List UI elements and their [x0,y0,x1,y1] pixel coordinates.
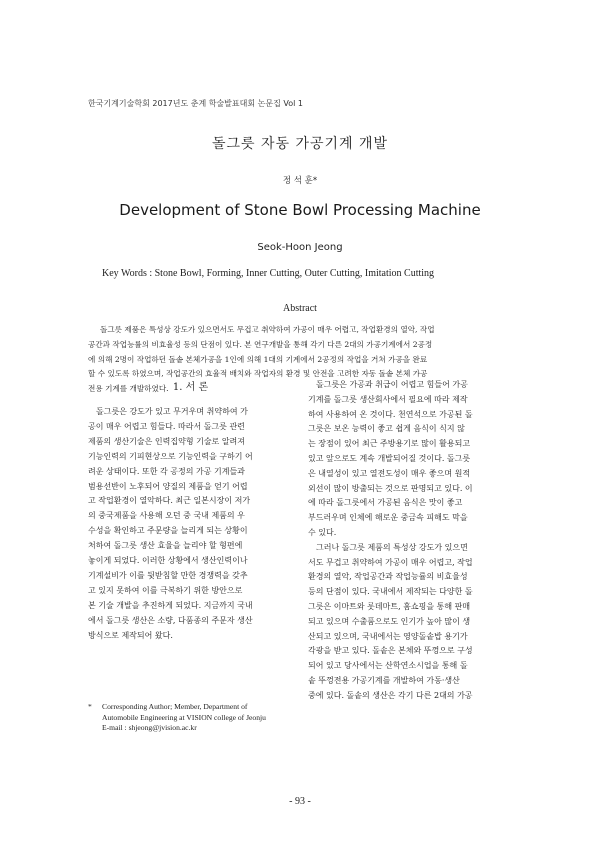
right-column-text [308,378,516,704]
footnote-mark: * [88,702,92,711]
body-line: 하여 사용하여 온 것이다. 천연석으로 가공된 돌 [308,409,473,419]
author-english: Seok-Hoon Jeong [257,242,343,253]
body-line: 방식으로 제작되어 왔다. [88,630,173,640]
footnote-line: E-mail : shjeong@jvision.ac.kr [102,723,197,732]
title-korean: 돌그릇 자동 가공기계 개발 [211,136,389,152]
author-korean: 정 석 훈* [282,176,318,186]
body-line: 등의 단점이 있다. 국내에서 제작되는 다양한 돌 [308,587,473,597]
body-line: 공이 매우 어렵고 힘들다. 따라서 돌그릇 관련 [88,421,245,431]
body-line: 수성을 확인하고 주문량을 늘리게 되는 상황이 [88,526,248,536]
body-line: 에 따라 돌그릇에서 가공된 음식은 맛이 좋고 [308,498,463,508]
abstract-line: 공간과 작업능률의 비효율성 등의 단점이 있다. 본 연구개발을 통해 각기 다른 2대의 가공기계에서 2공정 [88,339,433,349]
body-line: 그러나 돌그릇 제품의 특성상 강도가 있으면 [316,542,468,552]
body-line: 고 있지 못하여 이를 극복하기 위한 방안으로 [88,585,243,595]
abstract-line: 할 수 있도록 하였으며, 작업공간의 효율적 배치와 작업자의 환경 및 안전을 고려한 자동 돌솥 본체 가공 [88,369,428,379]
body-line: 외선이 많이 방출되는 것으로 판명되고 있다. 이 [308,483,473,493]
body-line: 그릇은 보온 능력이 좋고 쉽게 음식이 식지 않 [308,424,465,434]
title-english: Development of Stone Bowl Processing Machine [119,201,481,219]
abstract-line: 돌그릇 제품은 특성상 강도가 있으면서도 무겁고 취약하여 가공이 매우 어렵고, 작업환경의 열악, 작업 [100,325,435,334]
abstract-heading: Abstract [283,303,317,314]
body-line: 기능인력의 기피현상으로 기능인력을 구하기 어 [88,451,253,461]
body-line: 은 내열성이 있고 열전도성이 매우 좋으며 원적 [308,468,471,478]
body-line: 에서 돌그릇 생산은 소량, 다품종의 주문자 생산 [88,615,253,625]
abstract-line: 전용 기계를 개발하였다. [88,384,169,394]
keywords-line: Key Words : Stone Bowl, Forming, Inner Cutting, Outer Cutting, Imitation Cutting [102,268,435,279]
left-column-text [88,405,293,644]
body-line: 돌그릇은 가공과 취급이 어렵고 힘들어 가공 [316,380,468,389]
footnote-line: Corresponding Author; Member, Department of [102,702,248,711]
section-heading-introduction: 1. 서 론 [172,382,209,393]
body-line: 의 중국제품을 사용해 오던 중 국내 제품의 우 [88,511,245,521]
body-line: 있고 앞으로도 계속 개발되어질 것이다. 돌그릇 [308,453,471,463]
page-number: - 93 - [289,796,311,807]
body-line: 본 기술 개발을 추진하게 되었다. 지금까지 국내 [88,600,253,610]
body-line: 범용선반이 노후되어 양질의 제품을 얻기 어렵 [88,481,248,491]
body-line: 처하여 돌그릇 생산 효율을 늘리야 할 형편에 [88,541,243,551]
body-line: 부드러우며 인체에 해로운 중금속 피해도 막을 [308,513,468,523]
running-header: 한국기계기술학회 2017년도 춘계 학술발표대회 논문집 Vol 1 [88,99,303,108]
footnote-line: Automobile Engineering at VISION college of Jeonju [102,712,266,722]
footnote [88,702,266,734]
body-line: 려운 상태이다. 또한 각 공정의 가공 기계들과 [88,466,245,476]
body-line: 솥 뚜껑전용 가공기계를 개발하여 가동·생산 [308,675,460,685]
body-line: 고 작업환경이 열악하다. 최근 일본시장이 저가 [88,496,251,506]
body-line: 기계를 돌그릇 생산회사에서 필요에 따라 제작 [308,394,468,404]
body-line: 놓이게 되었다. 이러한 상황에서 생산인력이나 [88,556,248,566]
body-line: 그릇은 이마트와 롯데마트, 홈쇼핑을 통해 판매 [308,601,471,611]
body-line: 되어 있고 당사에서는 산학연소시업을 통해 돌 [308,661,468,671]
body-line: 중에 있다. 돌솥의 생산은 각기 다른 2대의 가공 [308,690,473,700]
body-line: 수 있다. [308,527,337,537]
body-line: 서도 무겁고 취약하여 가공이 매우 어렵고, 작업 [308,557,473,567]
body-line: 기계설비가 이를 뒷받침할 만한 경쟁력을 갖추 [88,570,248,580]
body-line: 되고 있으며 수출품으로도 인기가 높아 많이 생 [308,616,471,626]
abstract-line: 에 의해 2명이 작업하던 돌솥 본체가공을 1인에 의해 1대의 기계에서 2공정의 작업을 거쳐 가공을 완료 [88,354,428,364]
body-line: 각광을 받고 있다. 돌솥은 본체와 뚜껑으로 구성 [308,646,473,656]
body-line: 돌그릇은 강도가 있고 무거우며 취약하여 가 [96,407,248,416]
body-line: 는 장점이 있어 최근 주방용기로 많이 활용되고 [308,439,471,449]
body-line: 제품의 생산기술은 인력집약형 기술로 알려져 [88,436,246,446]
body-line: 환경의 열악, 작업공간과 작업능률의 비효율성 [308,572,468,582]
body-line: 산되고 있으며, 국내에서는 영양돌솥밥 용기가 [308,631,468,641]
